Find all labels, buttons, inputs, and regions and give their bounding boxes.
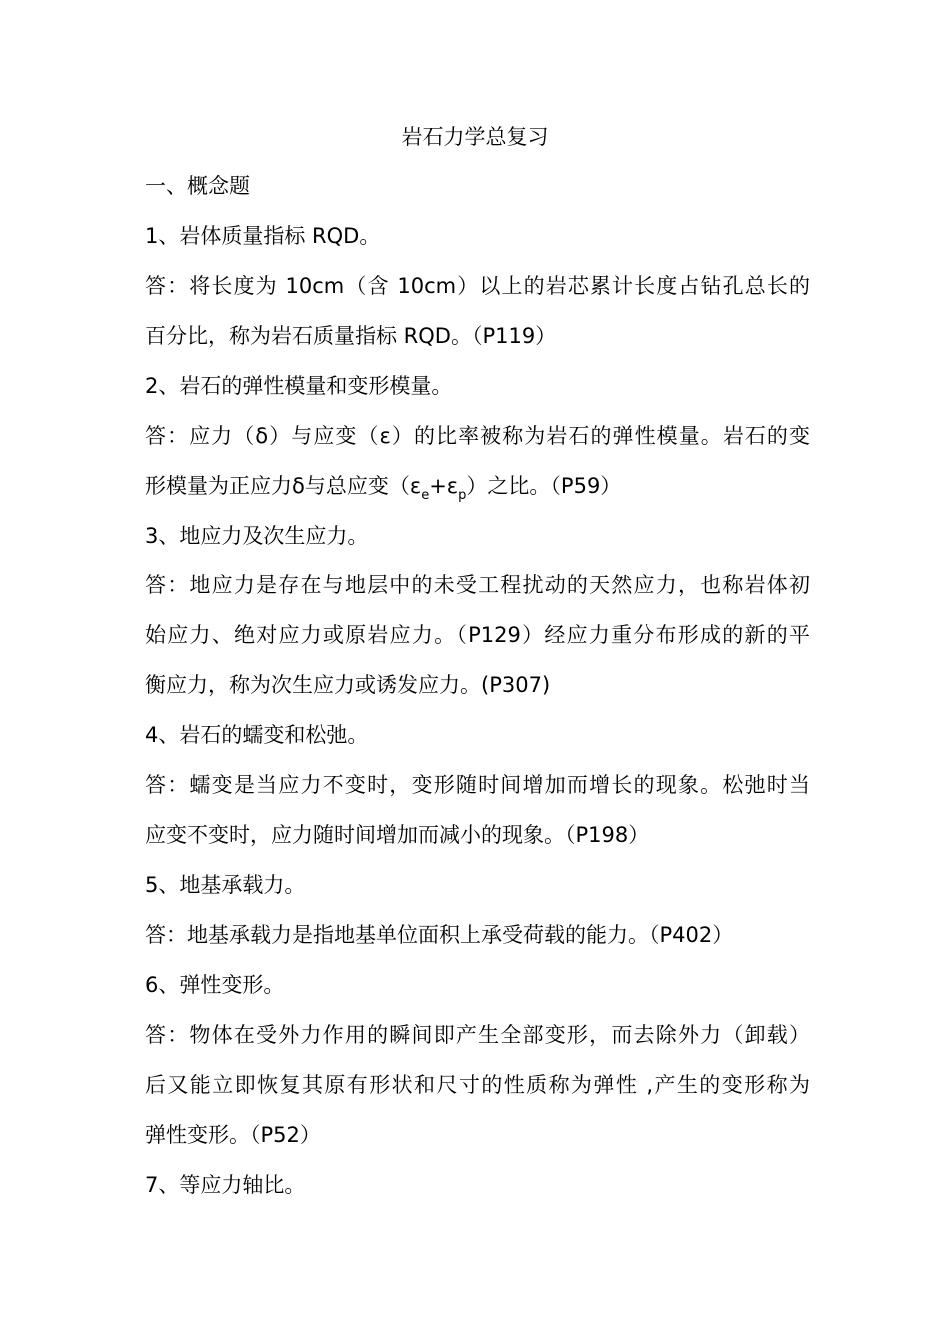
question-3: 3、地应力及次生应力。 — [145, 524, 369, 548]
answer-6-line-3: 弹性变形。（P52） — [145, 1123, 321, 1147]
answer-3-line-3: 衡应力，称为次生应力或诱发应力。(P307) — [145, 673, 551, 697]
answer-2-line-2 — [145, 469, 810, 503]
question-5: 5、地基承载力。 — [145, 873, 306, 897]
question-2: 2、岩石的弹性模量和变形模量。 — [145, 374, 453, 398]
answer-3-line-1: 答：地应力是存在与地层中的未受工程扰动的天然应力，也称岩体初 — [145, 573, 810, 597]
answer-1-line-2: 百分比，称为岩石质量指标 RQD。（P119） — [145, 324, 557, 348]
answer-6-line-1: 答：物体在受外力作用的瞬间即产生全部变形，而去除外力（卸载） — [145, 1023, 810, 1047]
answer-2-line-1: 答：应力（δ）与应变（ε）的比率被称为岩石的弹性模量。岩石的变 — [145, 424, 810, 448]
answer-2-line-2-text-c: ）之比。（P59） — [466, 474, 622, 498]
answer-1-line-1: 答：将长度为 10cm（含 10cm）以上的岩芯累计长度占钻孔总长的 — [145, 274, 810, 298]
answer-5-line-1: 答：地基承载力是指地基单位面积上承受荷载的能力。（P402） — [145, 923, 734, 947]
question-1: 1、岩体质量指标 RQD。 — [145, 224, 381, 248]
answer-3-line-2: 始应力、绝对应力或原岩应力。（P129）经应力重分布形成的新的平 — [145, 623, 810, 647]
section-heading: 一、概念题 — [145, 174, 250, 198]
answer-4-line-2: 应变不变时，应力随时间增加而减小的现象。（P198） — [145, 823, 650, 847]
question-7: 7、等应力轴比。 — [145, 1173, 306, 1197]
answer-2-line-2-text-a: 形模量为正应力δ与总应变（ε — [145, 474, 422, 498]
document-title: 岩石力学总复习 — [401, 125, 549, 149]
subscript-e: e — [421, 488, 430, 503]
question-4: 4、岩石的蠕变和松弛。 — [145, 723, 369, 747]
subscript-p: p — [458, 488, 467, 503]
question-6: 6、弹性变形。 — [145, 973, 285, 997]
answer-4-line-1: 答：蠕变是当应力不变时，变形随时间增加而增长的现象。松弛时当 — [145, 773, 810, 797]
answer-2-line-2-text-b: +ε — [429, 474, 459, 498]
answer-6-line-2: 后又能立即恢复其原有形状和尺寸的性质称为弹性 ,产生的变形称为 — [145, 1073, 810, 1097]
